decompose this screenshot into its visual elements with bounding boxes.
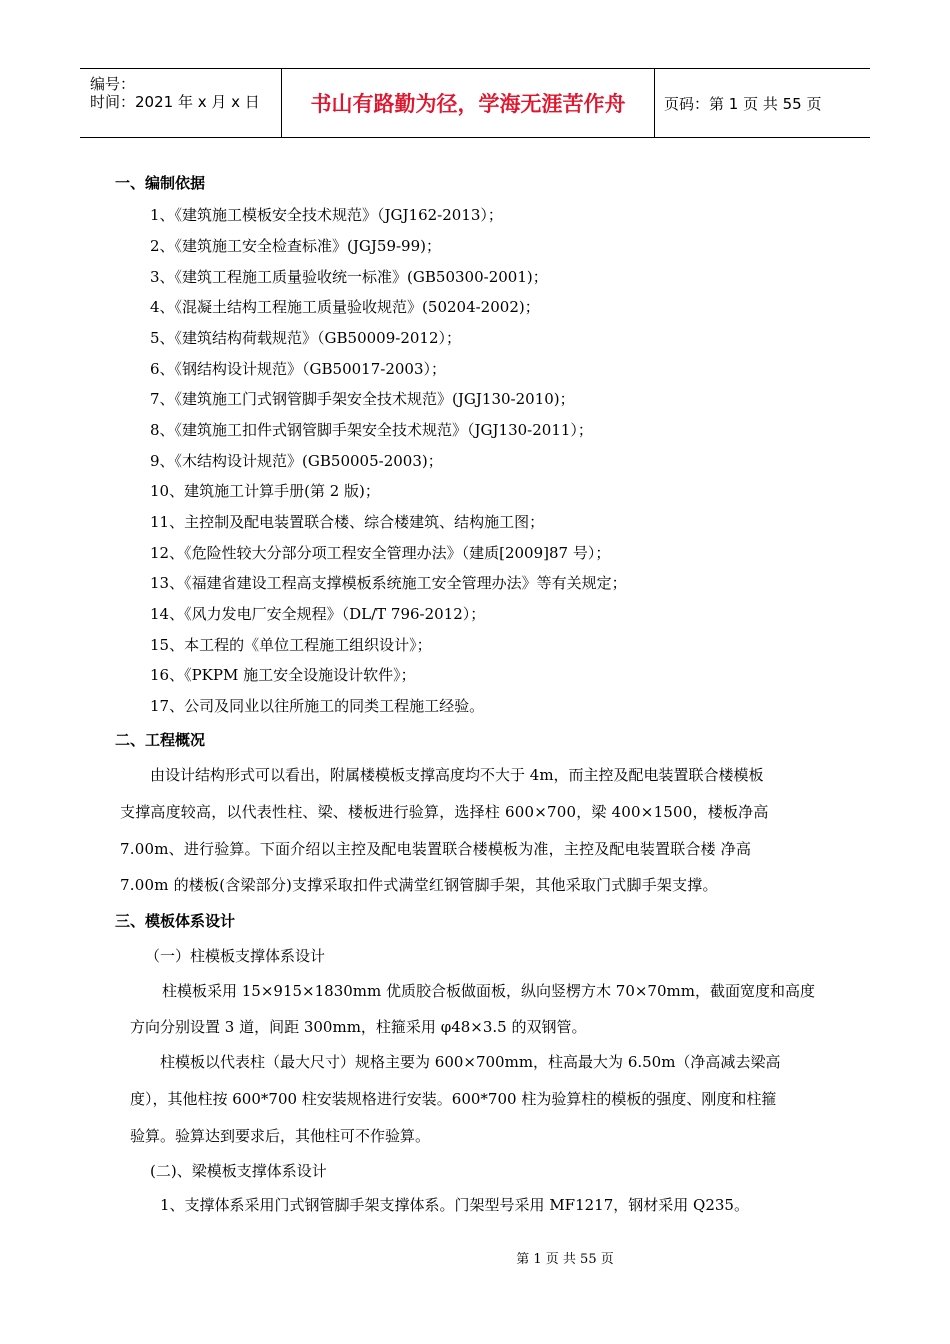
page-footer <box>0 1248 950 1267</box>
basis-item: 10、建筑施工计算手册(第 2 版)； <box>150 482 380 500</box>
column-design-line: 柱模板以代表柱（最大尺寸）规格主要为 600×700mm，柱高最大为 6.50m（净高减去梁高 <box>160 1053 781 1071</box>
basis-item: 6、《钢结构设计规范》（GB50017-2003）； <box>150 360 447 378</box>
column-design-line: 方向分别设置 3 道，间距 300mm，柱箍采用 φ48×3.5 的双钢管。 <box>130 1018 587 1036</box>
basis-item: 7、《建筑施工门式钢管脚手架安全技术规范》(JGJ130-2010)； <box>150 390 575 408</box>
basis-item: 14、《风力发电厂安全规程》（DL/T 796-2012）； <box>150 605 486 623</box>
section-2-title: 二、工程概况 <box>115 731 206 749</box>
basis-item: 13、《福建省建设工程高支撑模板系统施工安全管理办法》等有关规定； <box>150 574 627 592</box>
section-1-title: 一、编制依据 <box>115 174 206 192</box>
overview-line: 由设计结构形式可以看出，附属楼模板支撑高度均不大于 4m，而主控及配电装置联合楼模板 <box>150 766 764 784</box>
column-design-line: 度），其他柱按 600*700 柱安装规格进行安装。600*700 柱为验算柱的模板的强度、刚度和柱箍 <box>130 1090 777 1108</box>
basis-item: 15、本工程的《单位工程施工组织设计》； <box>150 636 432 654</box>
basis-item: 2、《建筑施工安全检查标准》(JGJ59-99)； <box>150 237 442 255</box>
basis-item: 17、公司及同业以往所施工的同类工程施工经验。 <box>150 697 485 715</box>
doc-number-label: 编号： <box>90 75 136 93</box>
basis-item: 11、主控制及配电装置联合楼、综合楼建筑、结构施工图； <box>150 513 545 531</box>
basis-item: 3、《建筑工程施工质量验收统一标准》(GB50300-2001)； <box>150 268 548 286</box>
header-page-info: 页码：第 1 页 共 55 页 <box>664 94 822 113</box>
basis-item: 9、《木结构设计规范》(GB50005-2003)； <box>150 452 443 470</box>
subsection-beam-title: (二)、梁模板支撑体系设计 <box>150 1162 327 1180</box>
beam-design-line: 1、支撑体系采用门式钢管脚手架支撑体系。门架型号采用 MF1217，钢材采用 Q235。 <box>160 1196 749 1214</box>
header-left-cell <box>80 69 280 137</box>
basis-item: 8、《建筑施工扣件式钢管脚手架安全技术规范》（JGJ130-2011）； <box>150 421 593 439</box>
overview-line: 7.00m 的楼板(含梁部分)支撑采取扣件式满堂红钢管脚手架，其他采取门式脚手架支撑。 <box>120 876 718 894</box>
basis-item: 5、《建筑结构荷载规范》（GB50009-2012）； <box>150 329 462 347</box>
header-motto: 书山有路勤为径，学海无涯苦作舟 <box>281 69 655 137</box>
basis-item: 4、《混凝土结构工程施工质量验收规范》(50204-2002)； <box>150 298 540 316</box>
overview-line: 7.00m、进行验算。下面介绍以主控及配电装置联合楼模板为准，主控及配电装置联合楼 净高 <box>120 840 752 858</box>
basis-item: 1、《建筑施工模板安全技术规范》（JGJ162-2013）； <box>150 206 503 224</box>
footer-page-number: 第 1 页 共 55 页 <box>516 1252 614 1267</box>
subsection-column-title: （一）柱模板支撑体系设计 <box>145 947 326 965</box>
section-3-title: 三、模板体系设计 <box>115 912 236 930</box>
column-design-line: 验算。验算达到要求后，其他柱可不作验算。 <box>130 1127 431 1145</box>
basis-item: 16、《PKPM 施工安全设施设计软件》； <box>150 666 416 684</box>
date-label: 时间：2021 年 x 月 x 日 <box>90 93 260 111</box>
column-design-line: 柱模板采用 15×915×1830mm 优质胶合板做面板，纵向竖楞方木 70×70mm，截面宽度和高度 <box>162 982 815 1000</box>
basis-item: 12、《危险性较大分部分项工程安全管理办法》（建质[2009]87 号）； <box>150 544 611 562</box>
document-header <box>80 68 870 138</box>
overview-line: 支撑高度较高，以代表性柱、梁、楼板进行验算，选择柱 600×700，梁 400×1500，楼板净高 <box>120 803 769 821</box>
